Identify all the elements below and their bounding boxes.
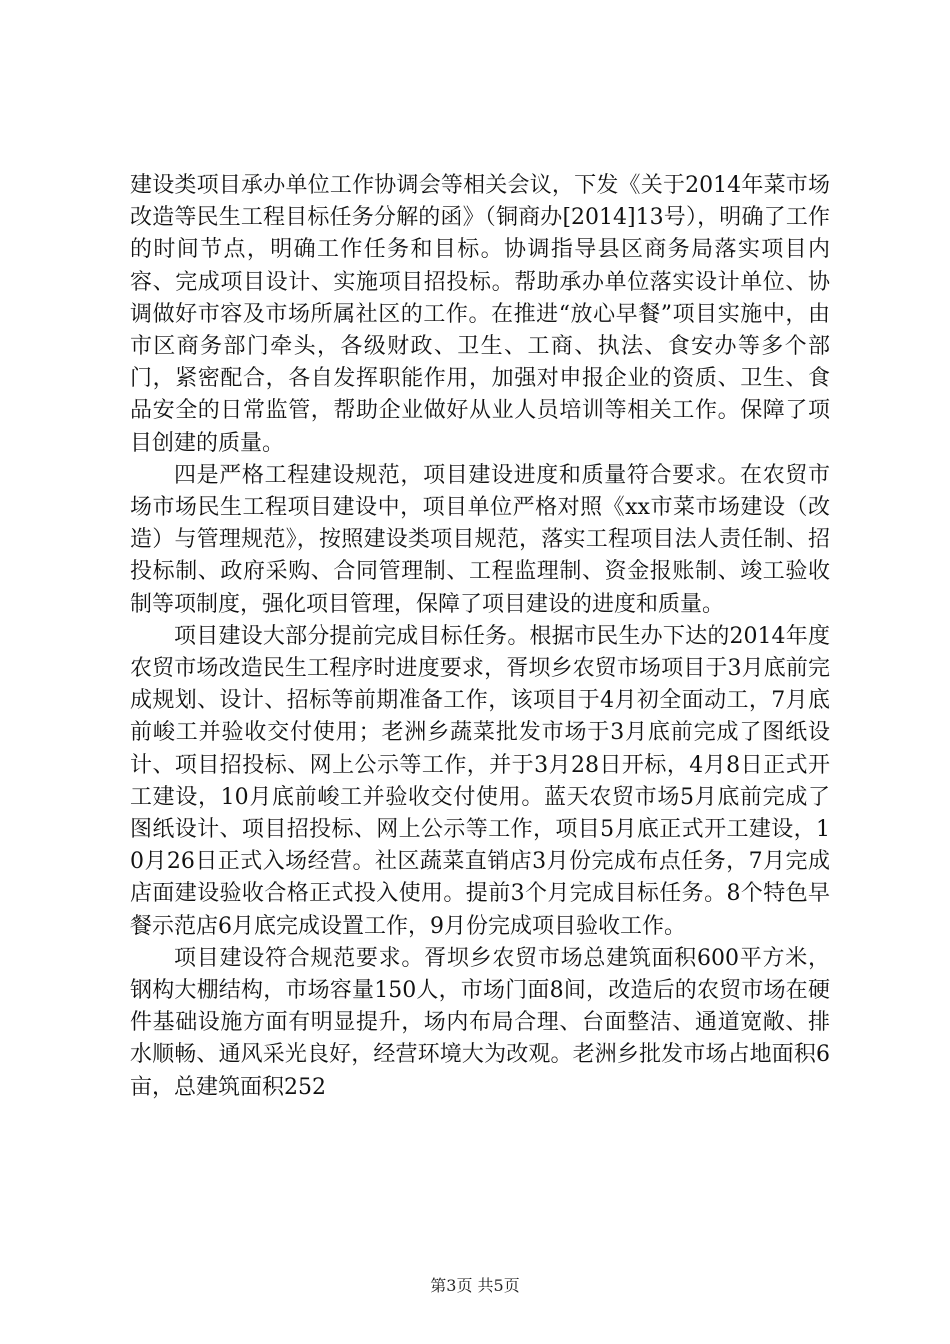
- paragraph-engineering-standards: 四是严格工程建设规范，项目建设进度和质量符合要求。在农贸市场市场民生工程项目建设中，项目单位严格对照《xx市菜市场建设（改造）与管理规范》，按照建设类项目规范，落实工程项目法人责任制、招投标制、政府采购、合同管理制、工程监理制、资金报账制、竣工验收制等项制度，强化项目管理，保障了项目建设的进度和质量。: [130, 462, 830, 617]
- paragraph-compliance: 项目建设符合规范要求。胥坝乡农贸市场总建筑面积600平方米，钢构大棚结构，市场容量150人，市场门面8间，改造后的农贸市场在硬件基础设施方面有明显提升，场内布局合理、台面整洁、通道宽敞、排水顺畅、通风采光良好，经营环境大为改观。老洲乡批发市场占地面积6亩，总建筑面积252: [130, 945, 830, 1100]
- document-body: [130, 170, 830, 1104]
- page-footer: 第3页 共5页: [430, 1276, 520, 1295]
- paragraph-continuation: 建设类项目承办单位工作协调会等相关会议，下发《关于2014年菜市场改造等民生工程目标任务分解的函》（铜商办[2014]13号），明确了工作的时间节点，明确工作任务和目标。协调指导县区商务局落实项目内容、完成项目设计、实施项目招投标。帮助承办单位落实设计单位、协调做好市容及市场所属社区的工作。在推进“放心早餐”项目实施中，由市区商务部门牵头，各级财政、卫生、工商、执法、食安办等多个部门，紧密配合，各自发挥职能作用，加强对申报企业的资质、卫生、食品安全的日常监管，帮助企业做好从业人员培训等相关工作。保障了项目创建的质量。: [130, 173, 830, 456]
- paragraph-schedule-progress: 项目建设大部分提前完成目标任务。根据市民生办下达的2014年度农贸市场改造民生工程序时进度要求，胥坝乡农贸市场项目于3月底前完成规划、设计、招标等前期准备工作，该项目于4月初全面动工，7月底前峻工并验收交付使用；老洲乡蔬菜批发市场于3月底前完成了图纸设计、项目招投标、网上公示等工作，并于3月28日开标，4月8日正式开工建设，10月底前峻工并验收交付使用。蓝天农贸市场5月底前完成了图纸设计、项目招投标、网上公示等工作，项目5月底正式开工建设，10月26日正式入场经营。社区蔬菜直销店3月份完成布点任务，7月完成店面建设验收合格正式投入使用。提前3个月完成目标任务。8个特色早餐示范店6月底完成设置工作，9月份完成项目验收工作。: [130, 623, 830, 939]
